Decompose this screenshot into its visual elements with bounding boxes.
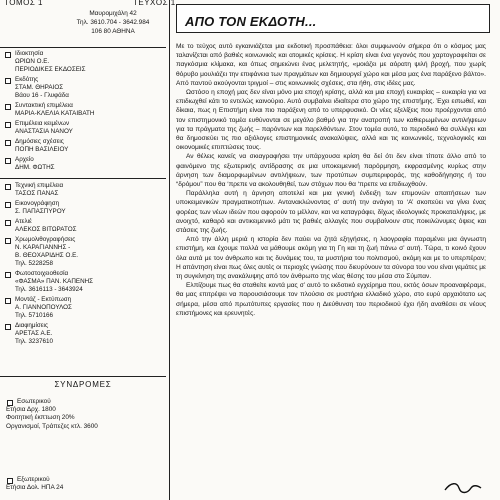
address-line: Τηλ. 3610.704 - 3642.984	[76, 18, 150, 26]
article-paragraph: Με το τεύχος αυτό εγκαινιάζεται μια εκδοτική προσπάθεια: όλοι συμφωνούν σήμερα ότι ο κόσμος μας ταλανίζεται από βαθιές κοινωνικές και ατομικές κρίσεις. Η κρίση είναι ένα γεγονός που χαρτογραφείται σε παγκόσμια κλίμακα, και όπως σημειώνει ένας μελετητής, «μοιάζει με αόρατη ψιλή βροχή, που χωρίς θόρυβο μουλιάζει την επιφάνεια των πραγμάτων και δημιουργεί χώρο και μέσα μας ένα παράξενο βάλτο». Από παντού ακούγονται τριγμοί – στις κοινωνικές σχέσεις, στα ήθη, στις ιδέες μας.	[176, 43, 486, 87]
credit-entry: Χρωμολιθογραφήσεις Ν. ΚΑΡΑΓΙΑΝΝΗΣ - Β. ΘΕΟΧΑΡΙΔΗΣ Ο.Ε. Τηλ. 5228258	[4, 236, 166, 268]
subscriptions-title: ΣΥΝΔΡΟΜΕΣ	[54, 380, 112, 389]
divider	[0, 47, 166, 48]
credit-entry: Μοντάζ - Εκτύπωση Α. ΓΙΑΝΝΟΠΟΥΛΟΣ Τηλ. 5710166	[4, 296, 166, 320]
article-title-box	[176, 4, 490, 33]
credit-entry: Διαφημίσεις ΑΡΕΤΑΣ Α.Ε. Τηλ. 3237610	[4, 322, 166, 346]
article-body	[176, 42, 486, 318]
column-divider	[169, 0, 170, 500]
credit-entry: Συντακτική επιμέλεια ΜΑΡΙΑ-ΚΛΕΛΙΑ ΚΑΤΑΙΒΑΤΗ	[4, 102, 166, 118]
article-paragraph: Ωστόσο η εποχή μας δεν είναι μόνο μια εποχή κρίσης, αλλά και μια εποχή ευκαιρίας – ευκαιρία για να επιδιωχθεί κάτι το εντελώς καινούριο. Αυτό συμβαίνει ιδιαίτερα στο χώρο της επιστήμης. Έχει ειπωθεί, και δίκαια, πως η Επιστήμη είναι πιο παράξενη από το υπερφυσικό. Οι νέες εξελίξεις που προέρχονται από τον επιστημονικό τομέα ευθύνονται σε μεγάλο βαθμό για την ανατροπή των καθιερωμένων αντιλήψεων για τα πράγματα της ζωής – παρόντων και παρελθόντων. Στον τομέα αυτό, το περιοδικό θα συλλέγει και θα δημοσιεύει τις πιο αξιόλογες επιστημονικές ανακαλύψεις, αλλά και τις κοινωνικές, τεχνολογικές και οικονομικές επιπτώσεις τους.	[176, 89, 486, 152]
article-paragraph: Από την άλλη μεριά η ιστορία δεν παύει να ζητά εξηγήσεις, η λαογραφία παραμένει μια άγνωστη επιστήμη, και έχουμε πολλά να μάθουμε ακόμη για τη Γη και τη ζωή πάνω σ’ αυτή. Τώρα, τι κοινό έχουν όλα αυτά με τον άνθρωπο και τις δυνάμεις του, τα μυστήρια του πολιτισμού, ακόμη και με το υπερπέραν; Η απάντηση είναι πως όλες αυτές οι περιοχές γνώσης που διευρύνουν τα σύνορα του νου είναι γεμάτες με τη συγκίνηση της ανακάλυψης από τον άνθρωπο της νέας θέσης του μέσα στο Σύμπαν.	[176, 236, 486, 281]
article-paragraph: Παράλληλα αυτή η άρνηση αποτελεί και μια γενική ένδειξη των επιμονών απαιτήσεων των υποκειμενικών πραγματικοτήτων. Αντανακλώνοντας σ’ αυτή την ανάγκη το ‘Α’ σκοπεύει να γίνει ένας φορέας των νέων ιδεών που αφορούν το μέλλον, και να καταγράφει, δίχως ιδεολογικές προκαταλήψεις, με ανοιχτό, καθαρό και αντικειμενικό μάτι τις βαθιές αλλαγές που συμβαίνουν στις ποικιλώνυμες όψεις και στάσεις της ζωής.	[176, 190, 486, 235]
credit-entry: Αρχείο ΔΗΜ. ΦΩΤΗΣ	[4, 156, 166, 172]
divider	[0, 178, 166, 179]
editor-signature-icon	[443, 480, 483, 498]
production-credits	[4, 182, 166, 346]
article-paragraph: Ελπίζουμε πως θα σταθείτε κοντά μας σ’ αυτό το εκδοτικό εγχείρημα που, εκτός όσων προαναφέραμε, θα μας επιτρέψει να παρουσιάσουμε τον πλούσιο σε μυστήρια ελλαδικό χώρο, στο ευρύ αρχαιότατο ως σήμερα, μέσα από πρωτότυπες εργασίες που η Διεύθυνση του περιοδικού έχει ήδη αναθέσει σε νέους επιστήμονες και ερευνητές.	[176, 282, 486, 317]
credit-entry: Φωτοστοιχειοθεσία «ΦΑΣΜΑ» ΠΑΝ. ΚΑΠΕΝΗΣ Τηλ. 3616113 - 3643924	[4, 270, 166, 294]
credit-entry: Επιμέλεια κειμένων ΑΝΑΣΤΑΣΙΑ ΝΑΝΟΥ	[4, 120, 166, 136]
editorial-section	[176, 0, 496, 500]
subscriptions-domestic: Εσωτερικού Ετήσια Δρχ. 1800 Φοιτητική έκπτωση 20% Οργανισμοί, Τράπεζες κτλ. 3600	[6, 398, 156, 431]
credit-entry: Δημόσιες σχέσεις ΠΟΠΗ ΒΑΣΙΛΕΙΟΥ	[4, 138, 166, 154]
address-line: Μαυρομιχάλη 42	[89, 10, 137, 17]
volume-label: ΤΟΜΟΣ 1	[4, 0, 43, 7]
credits-block	[4, 50, 166, 172]
subscription-group: Εξωτερικού	[6, 476, 156, 484]
credit-entry: Ατελιέ ΑΛΕΚΟΣ ΒΙΤΩΡΑΤΟΣ	[4, 218, 166, 234]
divider	[0, 376, 166, 377]
subscriptions-foreign: Εξωτερικού Ετήσια Δολ. ΗΠΑ 24	[6, 476, 156, 492]
subscription-group: Εσωτερικού	[6, 398, 156, 406]
credit-entry: Τεχνική επιμέλεια ΤΑΣΟΣ ΠΑΝΑΣ	[4, 182, 166, 198]
credit-entry: Εικονογράφηση Σ. ΠΑΠΑΣΠΥΡΟΥ	[4, 200, 166, 216]
credit-entry: Εκδότης ΣΤΑΜ. ΘΗΡΑΙΟΣ Βάου 16 - Γλυφάδα	[4, 76, 166, 100]
address-line: 106 80 ΑΘΗΝΑ	[91, 27, 135, 35]
publisher-address	[58, 10, 168, 36]
issue-label: ΤΕΥΧΟΣ 1	[133, 0, 176, 7]
article-title: ΑΠΟ ΤΟΝ ΕΚΔΟΤΗ...	[185, 14, 317, 29]
article-paragraph: Αν θέλεις κανείς να σκιαγραφήσει την υπάρχουσα κρίση θα δεί ότι δεν είναι τίποτε άλλο από το φαινόμενο της εξωτερικής αντίδρασης σε μια υποκειμενική παρόρμηση, εκφρασμένης κυρίως στην άρνηση των διαμορφωμένων αντιλήψεων, των προτύπων συμπεριφοράς, της καθοδήγησης ή του “δρόμου” που θα ‘πρεπε να ακολουθηθεί, των στόχων που θα ‘πρεπε να επιδιωχθούν.	[176, 153, 486, 189]
credit-entry: Ιδιοκτησία ΩΡΙΩΝ Ο.Ε. ΠΕΡΙΟΔΙΚΕΣ ΕΚΔΟΣΕΙΣ	[4, 50, 166, 74]
